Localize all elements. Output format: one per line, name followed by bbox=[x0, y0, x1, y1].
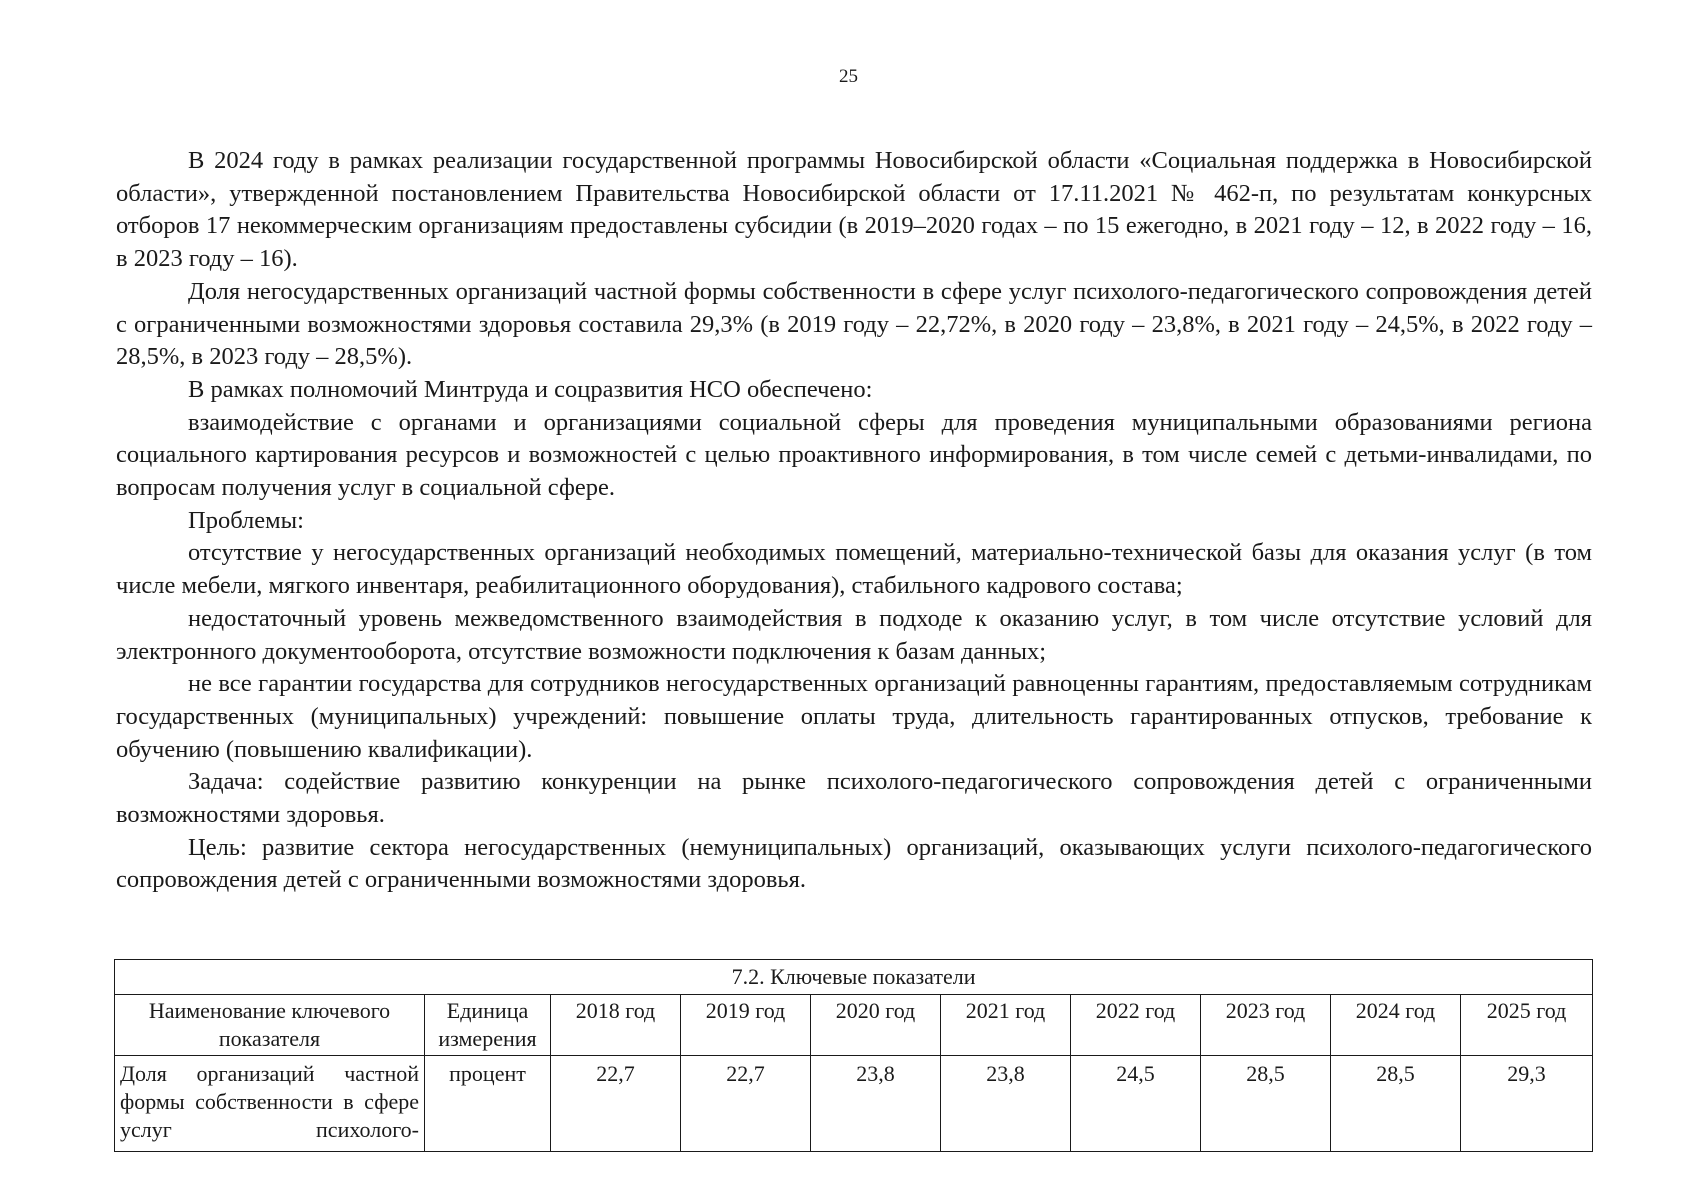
document-body bbox=[116, 145, 1592, 897]
header-year: 2025 год bbox=[1461, 995, 1593, 1056]
paragraph-problem-premises: отсутствие у негосударственных организаций необходимых помещений, материально-технической базы для оказания услуг (в том числе мебели, мягкого инвентаря, реабилитационного оборудования), стабильного кадрового состава; bbox=[116, 539, 1592, 600]
table-header-row bbox=[115, 995, 1593, 1056]
indicator-value: 22,7 bbox=[681, 1056, 811, 1152]
paragraph-problems-heading: Проблемы: bbox=[188, 506, 304, 534]
header-year: 2021 год bbox=[941, 995, 1071, 1056]
header-year: 2020 год bbox=[811, 995, 941, 1056]
paragraph-problem-interagency: недостаточный уровень межведомственного взаимодействия в подходе к оказанию услуг, в том числе отсутствие условий для электронного документооборота, отсутствие возможности подключения к базам данных; bbox=[116, 604, 1592, 665]
paragraph-goal: Цель: развитие сектора негосударственных (немуниципальных) организаций, оказывающих услуги психолого-педагогического сопровождения детей с ограниченными возможностями здоровья. bbox=[116, 833, 1592, 894]
indicator-value: 23,8 bbox=[941, 1056, 1071, 1152]
paragraph-problem-guarantees: не все гарантии государства для сотрудников негосударственных организаций равноценны гарантиям, предоставляемым сотрудникам государственных (муниципальных) учреждений: повышение оплаты труда, длительность гарантированных отпусков, требование к обучению (повышению квалификации). bbox=[116, 670, 1592, 763]
paragraph-share-private: Доля негосударственных организаций частной формы собственности в сфере услуг психолого-педагогического сопровождения детей с ограниченными возможностями здоровья составила 29,3% (в 2019 году – 22,72%, в 2020 году – 23,8%, в 2021 году – 24,5%, в 2022 году – 28,5%, в 2023 году – 28,5%). bbox=[116, 277, 1592, 371]
header-unit: Единица измерения bbox=[425, 995, 551, 1056]
paragraph-authority-intro: В рамках полномочий Минтруда и соцразвития НСО обеспечено: bbox=[188, 375, 873, 403]
indicator-unit: процент bbox=[425, 1056, 551, 1152]
header-year: 2018 год bbox=[551, 995, 681, 1056]
paragraph-interaction: взаимодействие с органами и организациями социальной сферы для проведения муниципальными образованиями региона социального картирования ресурсов и возможностей с целью проактивного информирования, в том числе семей с детьми-инвалидами, по вопросам получения услуг в социальной сфере. bbox=[116, 408, 1592, 502]
indicator-name: Доля организаций частной формы собственности в сфере услуг психолого- bbox=[115, 1056, 425, 1152]
indicator-value: 28,5 bbox=[1331, 1056, 1461, 1152]
header-name: Наименование ключевого показателя bbox=[115, 995, 425, 1056]
indicator-value: 23,8 bbox=[811, 1056, 941, 1152]
page-number: 25 bbox=[839, 66, 858, 87]
indicator-value: 29,3 bbox=[1461, 1056, 1593, 1152]
indicator-value: 28,5 bbox=[1201, 1056, 1331, 1152]
table-caption: 7.2. Ключевые показатели bbox=[115, 960, 1593, 995]
paragraph-subsidies: В 2024 году в рамках реализации государственной программы Новосибирской области «Социальная поддержка в Новосибирской области», утвержденной постановлением Правительства Новосибирской области от 17.11.2021 № 462-п, по результатам конкурсных отборов 17 некоммерческим организациям предоставлены субсидии (в 2019–2020 годах – по 15 ежегодно, в 2021 году – 12, в 2022 году – 16, в 2023 году – 16). bbox=[116, 147, 1592, 273]
header-year: 2023 год bbox=[1201, 995, 1331, 1056]
indicator-value: 22,7 bbox=[551, 1056, 681, 1152]
header-year: 2024 год bbox=[1331, 995, 1461, 1056]
key-indicators-table bbox=[114, 959, 1593, 1152]
paragraph-task: Задача: содействие развитию конкуренции на рынке психолого-педагогического сопровождения детей с ограниченными возможностями здоровья. bbox=[116, 768, 1592, 829]
indicator-value: 24,5 bbox=[1071, 1056, 1201, 1152]
header-year: 2022 год bbox=[1071, 995, 1201, 1056]
table-row bbox=[115, 1056, 1593, 1152]
header-year: 2019 год bbox=[681, 995, 811, 1056]
